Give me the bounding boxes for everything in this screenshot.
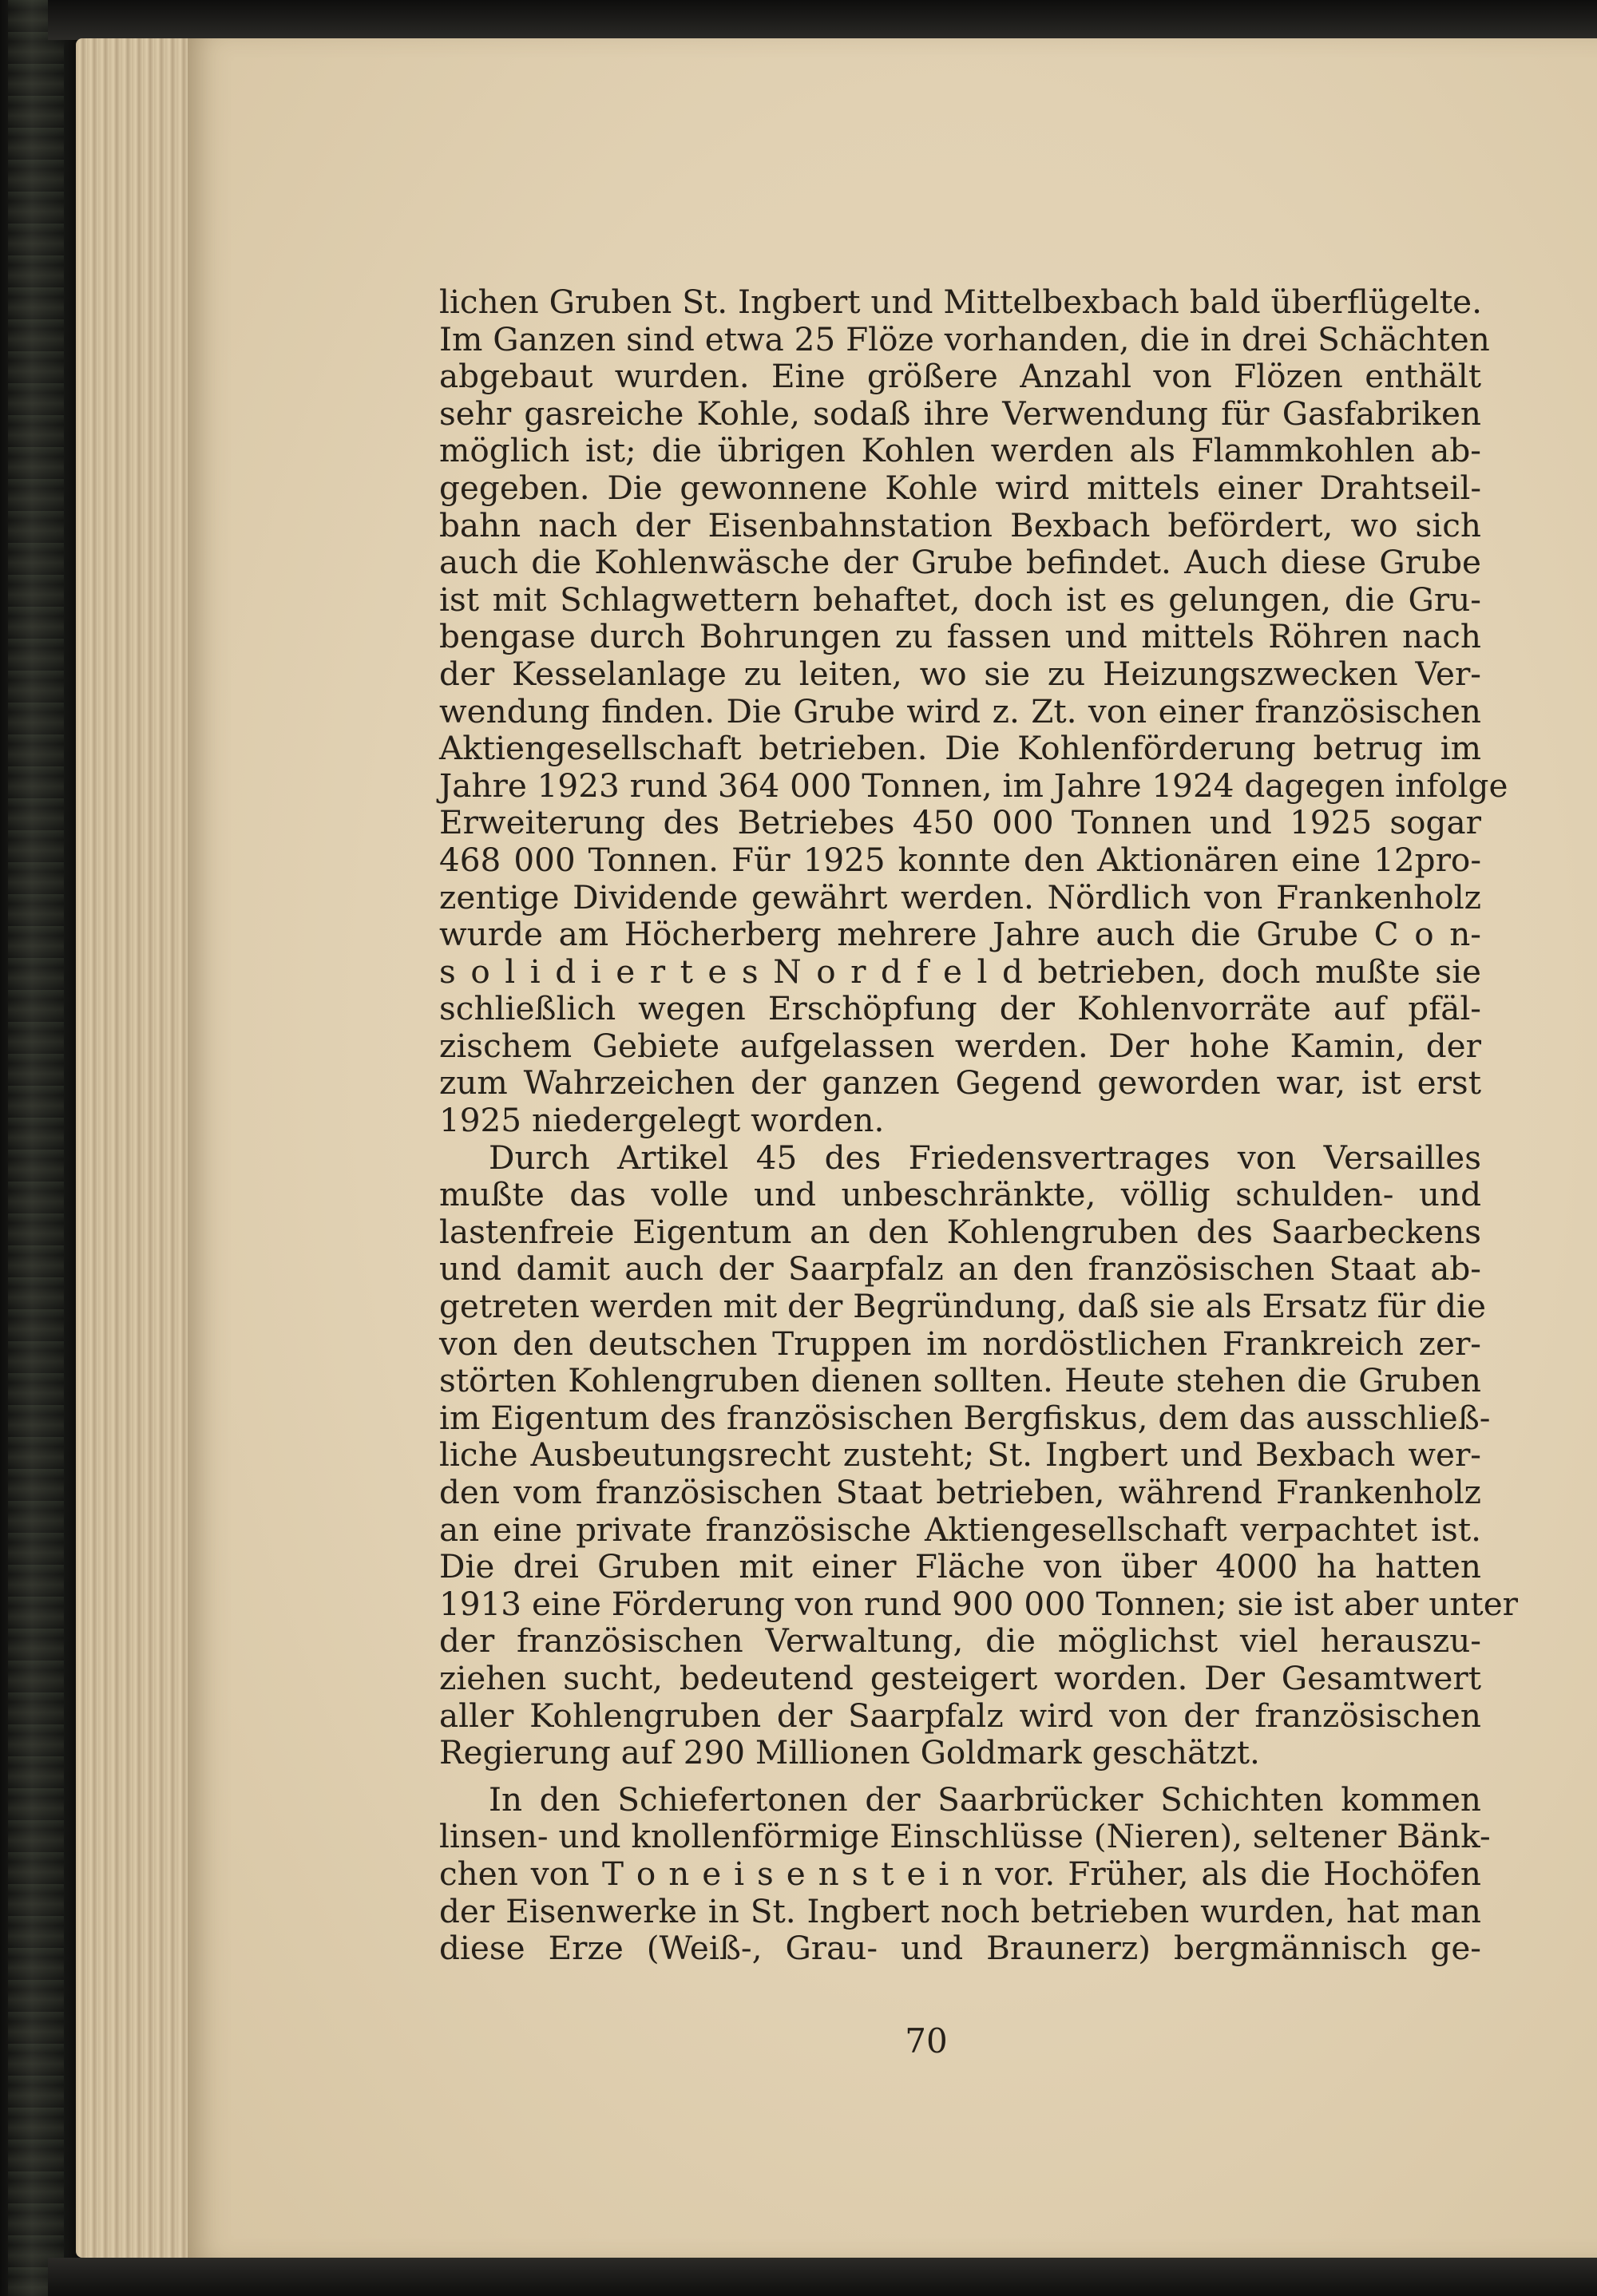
text-line: wurde am Höcherberg mehrere Jahre auch die Grube C o n- [439,915,1481,954]
text-line: 468 000 Tonnen. Für 1925 konnte den Aktionären eine 12pro- [439,840,1481,879]
text-line: der Kesselanlage zu leiten, wo sie zu Heizungszwecken Ver- [439,654,1481,693]
text-line: chen von T o n e i s e n s t e i n vor. Früher, als die Hochöfen [439,1854,1481,1893]
text-line: 1925 niedergelegt worden. [439,1101,885,1140]
text-line: von den deutschen Truppen im nordöstlichen Frankreich zer- [439,1324,1481,1363]
text-line: auch die Kohlenwäsche der Grube befindet. Auch diese Grube [439,543,1481,582]
text-line: linsen- und knollenförmige Einschlüsse (Nieren), seltener Bänk- [439,1817,1491,1856]
text-line: Durch Artikel 45 des Friedensvertrages von Versailles [489,1138,1481,1177]
text-line: den vom französischen Staat betrieben, während Frankenholz [439,1473,1481,1511]
text-line: gegeben. Die gewonnene Kohle wird mittels einer Drahtseil- [439,468,1481,507]
text-line: abgebaut wurden. Eine größere Anzahl von Flözen enthält [439,357,1481,396]
text-line: Aktiengesellschaft betrieben. Die Kohlenförderung betrug im [439,729,1481,768]
text-line: Regierung auf 290 Millionen Goldmark geschätzt. [439,1733,1260,1772]
text-line: ziehen sucht, bedeutend gesteigert worden. Der Gesamtwert [439,1658,1481,1697]
text-line: möglich ist; die übrigen Kohlen werden als Flammkohlen ab- [439,431,1481,470]
text-line: wendung finden. Die Grube wird z. Zt. von einer französischen [439,691,1481,730]
page-number: 70 [905,2021,948,2060]
text-line: und damit auch der Saarpfalz an den französischen Staat ab- [439,1249,1481,1289]
text-line: sehr gasreiche Kohle, sodaß ihre Verwendung für Gasfabriken [439,394,1481,433]
text-line: Im Ganzen sind etwa 25 Flöze vorhanden, die in drei Schächten [439,319,1490,358]
text-line: Die drei Gruben mit einer Fläche von über 4000 ha hatten [439,1547,1481,1586]
text-line: an eine private französische Aktiengesellschaft verpachtet ist. [439,1510,1481,1549]
text-line: schließlich wegen Erschöpfung der Kohlenvorräte auf pfäl- [439,989,1481,1028]
text-line: im Eigentum des französischen Bergfiskus, dem das ausschließ- [439,1398,1491,1437]
text-line: Jahre 1923 rund 364 000 Tonnen, im Jahre 1924 dagegen infolge [439,766,1508,805]
paragraph-gap [439,1771,1481,1781]
text-line: In den Schiefertonen der Saarbrücker Schichten kommen [489,1779,1481,1819]
text-line: s o l i d i e r t e s N o r d f e l d betrieben, doch mußte sie [439,952,1481,991]
body-text [439,283,1519,1968]
text-line: getreten werden mit der Begründung, daß sie als Ersatz für die [439,1287,1486,1326]
text-line: zum Wahrzeichen der ganzen Gegend geworden war, ist erst [439,1063,1481,1102]
scan-bottom-border [48,2258,1597,2296]
text-line: diese Erze (Weiß-, Grau- und Braunerz) bergmännisch ge- [439,1929,1481,1968]
text-line: aller Kohlengruben der Saarpfalz wird von der französischen [439,1696,1481,1735]
text-line: der Eisenwerke in St. Ingbert noch betrieben wurden, hat man [439,1891,1481,1930]
text-line: bahn nach der Eisenbahnstation Bexbach befördert, wo sich [439,505,1481,544]
text-line: liche Ausbeutungsrecht zusteht; St. Ingbert und Bexbach wer- [439,1435,1481,1475]
book-cover-edge [0,0,80,2296]
page-edges [76,38,196,2258]
text-line: lastenfreie Eigentum an den Kohlengruben des Saarbeckens [439,1212,1481,1251]
text-line: der französischen Verwaltung, die möglichst viel herauszu- [439,1621,1481,1661]
text-line: zentige Dividende gewährt werden. Nördlich von Frankenholz [439,877,1481,916]
text-line: 1913 eine Förderung von rund 900 000 Tonnen; sie ist aber unter [439,1584,1519,1623]
text-line: störten Kohlengruben dienen sollten. Heute stehen die Gruben [439,1361,1481,1400]
text-line: ist mit Schlagwettern behaftet, doch ist es gelungen, die Gru- [439,580,1481,619]
scan-top-border [48,0,1597,40]
text-line: mußte das volle und unbeschränkte, völlig schulden- und [439,1175,1481,1214]
text-line: bengase durch Bohrungen zu fassen und mittels Röhren nach [439,617,1481,656]
text-line: Erweiterung des Betriebes 450 000 Tonnen und 1925 sogar [439,803,1481,842]
text-line: zischem Gebiete aufgelassen werden. Der hohe Kamin, der [439,1026,1481,1065]
text-line: lichen Gruben St. Ingbert und Mittelbexbach bald überflügelte. [439,283,1482,321]
